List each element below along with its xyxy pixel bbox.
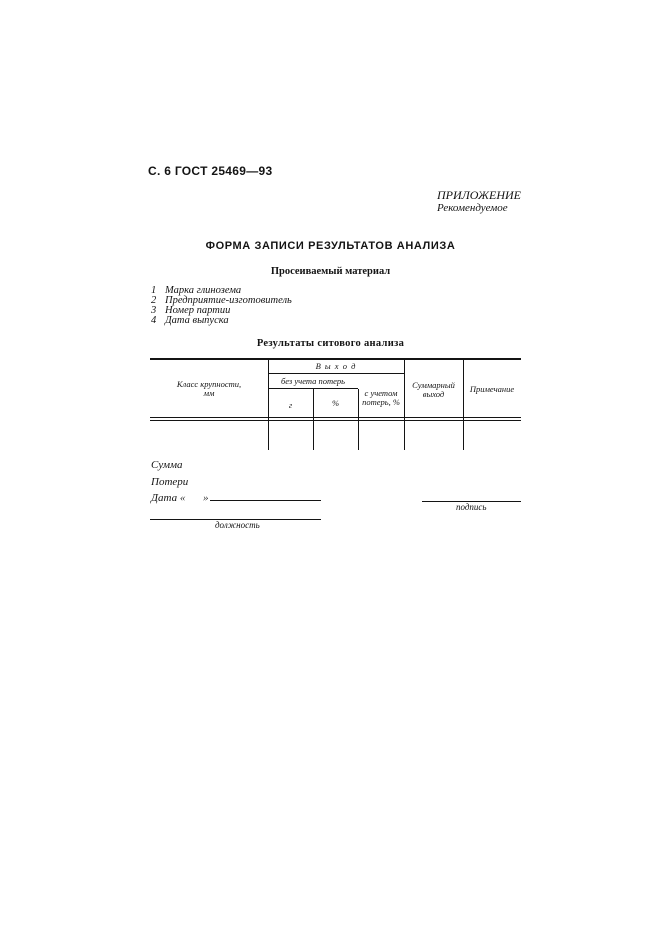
date-line (210, 500, 321, 501)
col-divider (404, 360, 405, 450)
appendix-title: ПРИЛОЖЕНИЕ (437, 188, 521, 202)
col-class-header: Класс крупности, мм (176, 379, 242, 398)
col-divider (463, 360, 464, 450)
list-item: 1 Марка глинозема (151, 285, 242, 296)
form-title: ФОРМА ЗАПИСИ РЕЗУЛЬТАТОВ АНАЛИЗА (205, 240, 456, 252)
col-g-header: г (288, 400, 293, 410)
col-with-losses-header: с учетом потерь, % (362, 388, 400, 407)
losses-label: Потери (151, 476, 189, 488)
list-item: 4 Дата выпуска (151, 315, 229, 326)
table-top-rule (150, 358, 521, 360)
appendix-subtitle: Рекомендуемое (437, 202, 508, 214)
date-label: Дата « (151, 492, 186, 504)
col-without-losses-header: без учета потерь (280, 376, 345, 386)
list-item: 2 Предприятие-изготовитель (151, 295, 292, 306)
col-output-header: В ы х о д (315, 361, 357, 371)
date-close-quote: » (203, 492, 209, 504)
document-header: С. 6 ГОСТ 25469—93 (148, 164, 273, 178)
list-item: 3 Номер партии (151, 305, 231, 316)
output-header-rule (268, 373, 404, 374)
sum-label: Сумма (151, 459, 183, 471)
signature-caption: подпись (456, 502, 487, 512)
col-percent-header: % (331, 398, 340, 408)
material-heading: Просеиваемый материал (270, 266, 391, 277)
position-caption: должность (215, 520, 260, 530)
header-bottom-rule (150, 417, 521, 418)
col-total-header: Суммарный выход (412, 380, 455, 399)
results-heading: Результаты ситового анализа (256, 338, 405, 349)
col-note-header: Примечание (469, 384, 515, 394)
header-bottom-rule-2 (150, 420, 521, 421)
results-table (150, 358, 521, 450)
material-items-list (151, 286, 292, 326)
